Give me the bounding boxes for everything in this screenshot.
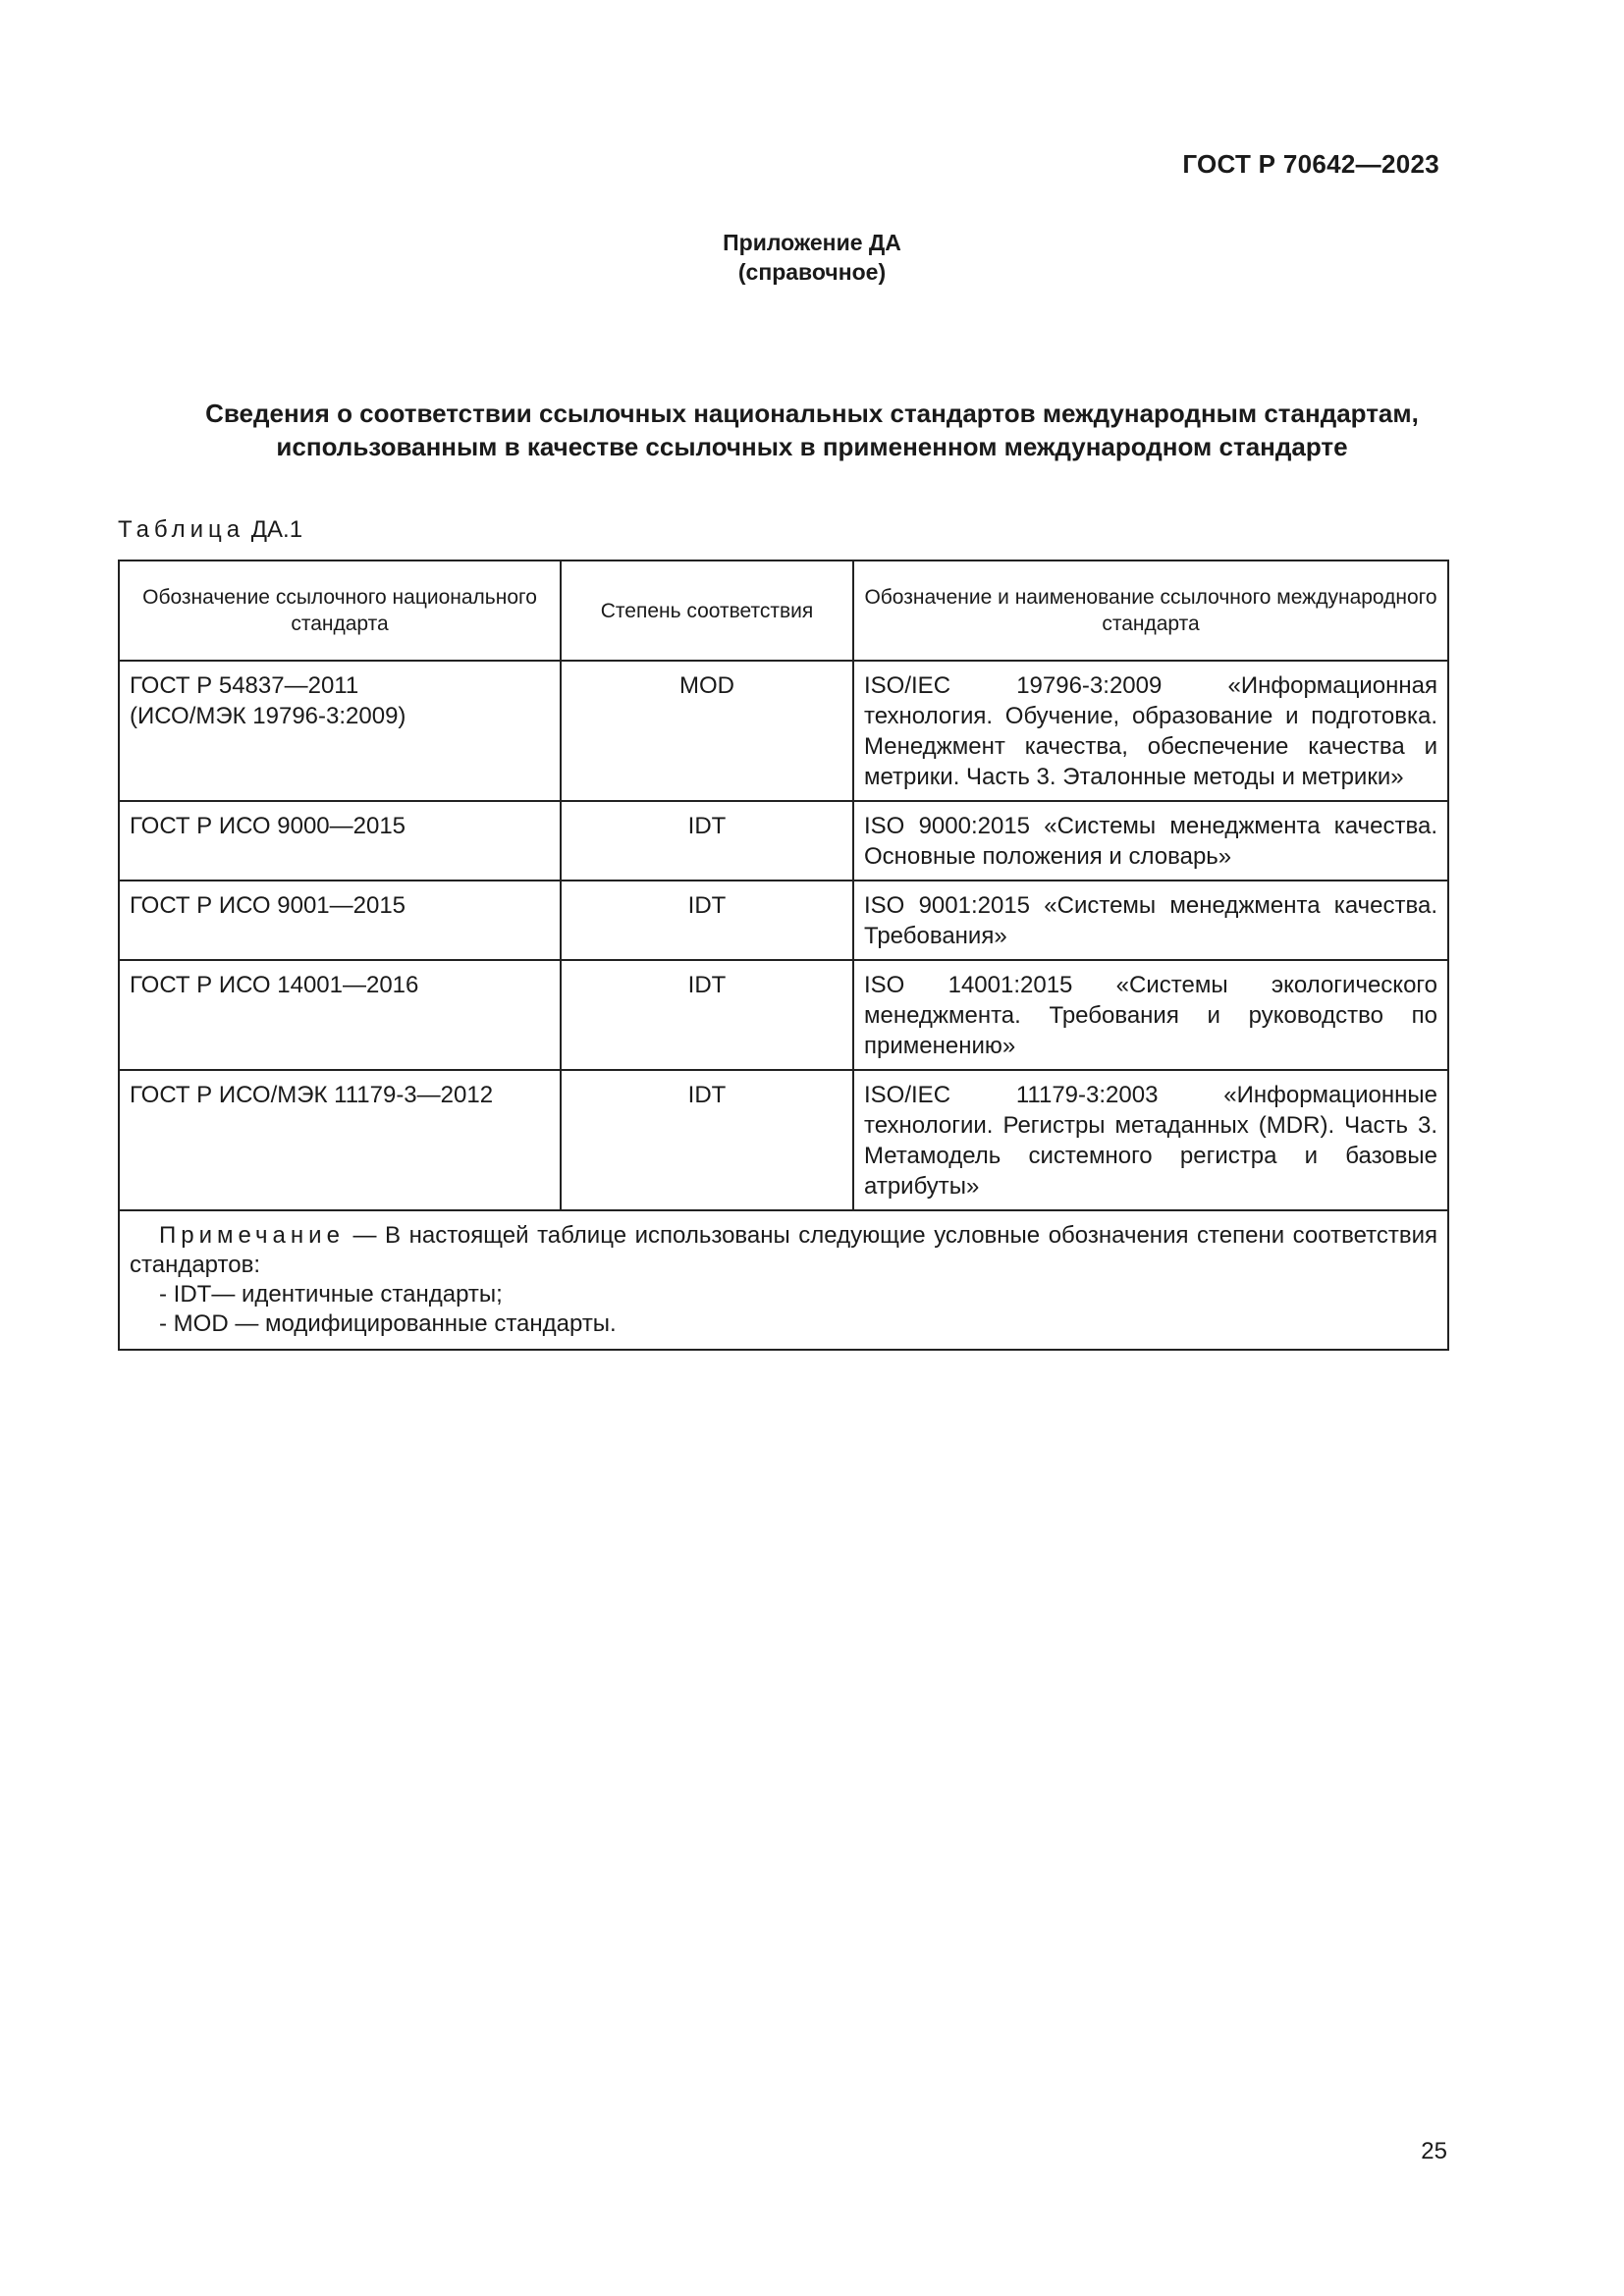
degree-cell: IDT [561, 801, 853, 881]
national-standard-cell [119, 881, 561, 960]
note-item-mod: - MOD — модифицированные стандарты. [159, 1310, 617, 1337]
national-standard: ГОСТ Р 54837—2011 [130, 672, 359, 699]
national-standard: ГОСТ Р ИСО/МЭК 11179-3—2012 [130, 1082, 494, 1108]
appendix-subtitle: (справочное) [737, 259, 887, 285]
degree-cell: IDT [561, 1070, 853, 1210]
note-text [130, 1221, 1437, 1280]
note-label: Примечание [159, 1222, 345, 1249]
table-row [119, 881, 1448, 960]
table-label [118, 516, 302, 544]
national-standard-cell [119, 801, 561, 881]
degree-cell: IDT [561, 960, 853, 1070]
table-row [119, 661, 1448, 801]
document-code: ГОСТ Р 70642—2023 [1182, 149, 1439, 179]
column-header-degree: Степень соответствия [561, 561, 853, 661]
table-row [119, 1070, 1448, 1210]
degree-cell: MOD [561, 661, 853, 801]
table-row [119, 960, 1448, 1070]
national-standard: ГОСТ Р ИСО 14001—2016 [130, 972, 419, 998]
table-label-id: ДА.1 [250, 516, 303, 543]
international-standard-cell: ISO/IEC 19796-3:2009 «Информационная технология. Обучение, образование и подготовка. Менеджмент качества, обеспечение качества и метрики. Часть 3. Эталонные методы и метрики» [853, 661, 1448, 801]
appendix-title: Приложение ДА [723, 230, 901, 255]
national-standard-cell [119, 1070, 561, 1210]
table-note-row [119, 1210, 1448, 1350]
correspondence-table [118, 560, 1449, 1351]
international-standard-cell: ISO 14001:2015 «Системы экологического менеджмента. Требования и руководство по применению» [853, 960, 1448, 1070]
page-number: 25 [1421, 2138, 1447, 2164]
table-header-row [119, 561, 1448, 661]
appendix-heading [0, 228, 1624, 287]
international-standard-cell: ISO/IEC 11179-3:2003 «Информационные технологии. Регистры метаданных (MDR). Часть 3. Метамодель системного регистра и базовые атрибуты» [853, 1070, 1448, 1210]
national-standard-cell [119, 960, 561, 1070]
national-standard-cell [119, 661, 561, 801]
table-label-word: Таблица [118, 516, 245, 543]
section-title-line-1: Сведения о соответствии ссылочных национальных стандартов международным стандартам, [205, 399, 1419, 428]
column-header-international: Обозначение и наименование ссылочного международного стандарта [853, 561, 1448, 661]
note-item-idt: - IDT— идентичные стандарты; [159, 1281, 503, 1308]
section-title-line-2: использованным в качестве ссылочных в примененном международном стандарте [276, 432, 1348, 461]
international-standard-cell: ISO 9000:2015 «Системы менеджмента качества. Основные положения и словарь» [853, 801, 1448, 881]
table-note [119, 1210, 1448, 1350]
table-row [119, 801, 1448, 881]
column-header-national: Обозначение ссылочного национального стандарта [119, 561, 561, 661]
note-body: — В настоящей таблице использованы следующие условные обозначения степени соответствия стандартов: [130, 1222, 1437, 1278]
section-title [108, 397, 1516, 463]
degree-cell: IDT [561, 881, 853, 960]
national-standard-alt: (ИСО/МЭК 19796-3:2009) [130, 703, 406, 729]
international-standard-cell: ISO 9001:2015 «Системы менеджмента качества. Требования» [853, 881, 1448, 960]
national-standard: ГОСТ Р ИСО 9000—2015 [130, 813, 406, 839]
national-standard: ГОСТ Р ИСО 9001—2015 [130, 892, 406, 919]
